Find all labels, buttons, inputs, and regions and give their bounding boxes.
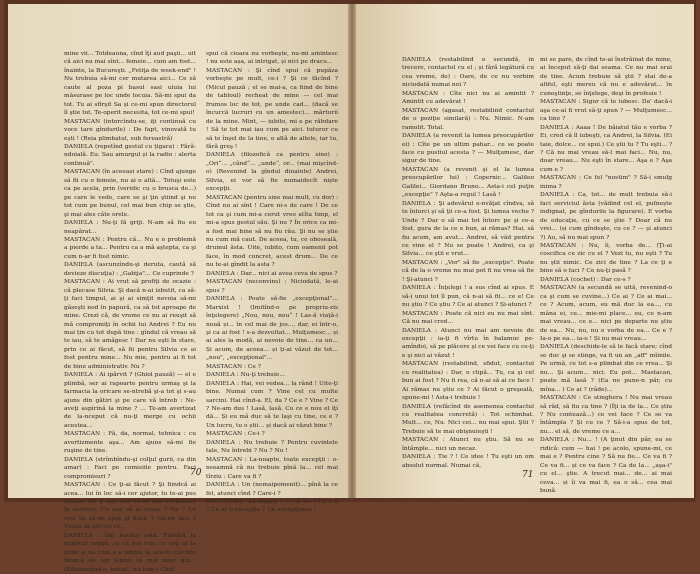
right-page-column-1 — [402, 56, 534, 476]
paragraph: MASTACAN : La-noapte ! Ce ai zis ? Ce o fi ? Că ar fi excepţia ? Un excepţional ! — [206, 499, 338, 514]
paragraph: MASTACAN : Ce stinghera ! Nu mai vreau să râd, să fiu ca tine ? (Îţi ia de la... Ce știu ? Nu contează...) ce vei face ? Ce se va întâmpla ? Și cu ce ? Să-i-a spus de tot, nu... el să, de vreme ce a... — [540, 395, 672, 435]
paragraph: MASTACAN : „Vor" să fie „excepţie". Poate că de la o vreme nu mai pot fi nu vrea să fie ! Şi-atunci ? — [402, 259, 534, 283]
paragraph: DANIELA : Nu-ţi fă griji. N-am să fiu eu neapărat... — [64, 220, 196, 235]
book-spread — [4, 0, 696, 573]
paragraph: DANIELA (strîmbîndu-şi colţul gurii, ca din amar) : Faci pe comisiile pentru. Faci compromisuri ? — [64, 456, 196, 480]
paragraph: DANIELA (a revenit la lumea preocupărilor ei) : Cîte pe un ultim pahar... ce se poate face cu pustiul acesta ? — Mulţumesc, dar sigur de tine. — [402, 133, 534, 165]
right-page-column-2 — [540, 56, 672, 495]
right-page-number: 71 — [522, 470, 534, 480]
paragraph: DANIELA : Nu... ! (A ţinut din păr, ea se ridică: cum — hai ! pe acolo, spune-mi, ce mai e ? Pentru cine ? Să nu fie... Ce va fi ? Ce va fi... și ce va face ? Ca de la... „aşa-i" cu el... ştie. A trecut mai... de... ai mai ceva... și îi va mai fi, ea o să... cea mai bună. — [540, 437, 672, 495]
paragraph: MASTACAN : Fă, da, normal, tehnica : cu avertizmente aşa... Am ajuns să-mi fie ruşine de tine. — [64, 431, 196, 455]
paragraph: DANIELA (restabilind o secundă, in trecere, contactul cu el ; și fără legătură cu cea vreme, de) : Oare, de ce nu vorbim niciodată numai noi ? — [402, 57, 534, 89]
left-page — [8, 4, 348, 573]
paragraph: DANIELA : Ca, tot... de mult trebuia să-i faci serviciul ăsta (vădind cel el, pufnește indignat, pe gîndurile la figurare). E vorba de educaţie, cu ce se ştie ? Doar că nu vrei... (și cum gîndeşte, cu ce ? — și atunci ?) Au, să nu mai spun ? — [540, 192, 672, 241]
paragraph: DANIELA (ascunzîndu-şi deruta, caută să devieze discuţia) : „Gabija"... Ce cuprinde ? — [64, 262, 196, 277]
paragraph: MASTACAN : Pentru că... Nu e o problemă a pierde a ta... Pentru ca a mă aştepta, ca şi cum n-ar fi fost nimic. — [64, 236, 196, 260]
paragraph: MASTACAN (restabilind, sfidut, contactul cu realitatea) : Dar, o clipă... Tu, ca şi cel bun ai fost ? Nu fi rea, că n-ai să ai ce face ! Ai rămas nu ştiu ce ? Ai făcut o greşeală, spune-mi ! Asta-i trebuie ! — [402, 361, 534, 402]
paragraph: MASTACAN : Atunci nu ştiu. Să nu se întâmple... nici un necaz. — [402, 437, 534, 452]
paragraph: MASTACAN (neconvins) : Niciodată, le-ai spus ? — [206, 279, 338, 294]
right-page — [356, 4, 694, 498]
paragraph: DANIELA (filozofică ca pentru sine) : „Ori“... „când“... „unde“, or... (mai mişcînd-o) (Revenind la gîndul dinainte) Andrei, Silvia, ei vor să fie numaidecît niște excepţii. — [206, 152, 338, 193]
paragraph: MASTACAN : Poate că nici eu nu mai sînt. Că nu mai cred... — [402, 310, 534, 326]
paragraph: MASTACAN : Nu, îi, vorba de... (Ţi-ai coscifica ce zic cu el ? Vezi tu, nu eşti ? Tu nu ştii nimic. Ce zici de tine ? La ce ţi e bine să o faci ? Ce nu-ţi pasă ? — [540, 242, 672, 275]
book-gutter — [348, 4, 356, 498]
paragraph: spui că cioara nu vorbeşte, nu-mi amintesc ! nu este așa, ai intrigat, și nici pe dracu... — [206, 51, 338, 66]
paragraph: MASTACAN : Ce fel "nostim" ? Să-i smulg inima ? — [540, 175, 672, 190]
paragraph: DANIELA : Dar... nici ai avea ceva de spus ? — [206, 270, 338, 277]
paragraph: MASTACAN : Ce ? — [206, 363, 261, 370]
paragraph: MASTACAN : Cîte nici nu ai amintit ? Amintit cu adevărat ! — [402, 90, 534, 106]
paragraph: DANIELA (cochet) : Dar ce-s ? — [540, 276, 631, 283]
paragraph: MASTACAN (intorcîndu-se, iţi continuă cu voce tare gîndurile) : De fapt, vinovată tu eşti ! (Reia plimbatul, sub fereastră) — [64, 118, 196, 142]
paragraph: DANIELA : Şi adevărul e-nvăţat cîndva, să te întorci şi să ţii ce-a fost. Şi lumea veche ? Unde ? Dar o să mai tot întorc pe şi ce-a fost, gura de la ce e bun, ai rămas? Hai, să fiu acum, am avut... Andrei, să văd pentru ce vine el ? Nu se poate ! Andrei, ca şi Silvia... ce ştii e vrut... — [402, 200, 534, 258]
paragraph: DANIELA : Înţelegi ! a sus cînd ai spus. E să-i unui tot îl pun, că n-ai să fii... ce e! Ce nu ştiu ? Ce ştiu ? Ce ai atunci ? Și-atunci ? — [402, 285, 534, 309]
paragraph: DANIELA : Nu-ţi trebuie... — [206, 372, 285, 379]
paragraph: mine vii... Totdeauna, cînd îţi aud paşii... uit că aici nu mai sînt... femeie... cum am fost... înainte, la Bucureşti. „Fetiţa de week-end" ! Nu trebuia să-mi cer mutarea aici... Ce să caute al poza pi basul sasi uluia lui măsurase pe loc unde locuia. Să-mi spui da tot. Tu ai sfîrşit Sa şi ce-mi spun directorul îl ştie tot. Te-operit necesita, tot ce-mi spui! — [64, 51, 196, 117]
left-page-column-2 — [206, 50, 338, 514]
paragraph: DANIELA (deschide-le să le facă stare; cînd se duc şi se stinge, va fi un an „aff" mîinile. Pe urmă, ce tot s-a plimbat din ce vrea... Și nu... Şi acum... nici. Eu pot... Mastacan, poate mă lasă ? (Ea ne pune-n păr, cu mîna... ) Ce ai ? (râde)... — [540, 344, 672, 393]
paragraph: DANIELA : Ai ipărvit ? (Ghiol pauză) — el e plimbă, ser ai rapoarte pentru urmaş şi la farmacia la oricare se-ntrebă şi-a tot şi s-au ajuns din gătiri şi pe care vă întreb : Ne-aveţi aspirină la mine ? ... Te-am avertizat de la-nceput că nu-ţi merge cu ochii acestea... — [64, 372, 196, 429]
paragraph: DANIELA : Hai, vei vedea... la rând ! Uite-ţi bine. Numai cum ? Vine cel cu multe sarcini. Hai cînd-a. El, da ? Ce e ? Vine ? Ce ? Ne-am dus ! Lasă, lasă. Cu ce e nou el îţi dă... Și eu mă duc să te laşi cu tine, ce e ? Un lucru, tu o știi... şi dacă ai văzut bine ? — [206, 380, 338, 429]
paragraph: DANIELA : Nu trebuie ? Pentru cuvintele tale, Nu întrebi ? Nu ? Nu ! — [206, 439, 338, 455]
paragraph: MASTACAN (a revenit şi el la lumea preocupărilor lui) : Copernic... Galileo Galilei... Giordano Bruno... Asta-i cel puţin „excepţie" ? Aşta-a regul ! Lasă ! — [402, 166, 534, 199]
paragraph: MASTACAN (a secundă se uită, revenind-o ca şi cum se cuvine...) Ce ai ? Ce ai mai... ce ? Acum, acum, eu mă duc la ea..., cu mâna ei, ce... mie-mi place... eu, ce n-am mai vreau... ce e... nici pe departe nu ştiu de ea... Nu, nu, nu e vorba de ea... Ce e ? Ia-o pe ea... ia-o ! Și nu mai vreau... — [540, 285, 672, 342]
paragraph: DANIELA (repetînd gestul cu țigara) : Fără-ndoială. Eu. Sau amurgul și la radio : alerta continuă". — [64, 143, 196, 167]
paragraph: DANIELA : Atunci nu mai am nevoie de excepţii : ia-ţi fi vîrtu în balamuc pe-amîndoi, să pe plăcere şi ce vei face cu ce-ţi e şi nici ai văzut ! — [402, 327, 534, 359]
paragraph: MASTACAN : Ce ţi-ai făcut ? Şi fiindcă ai acea... lui în loc să-i cer ajutor, tu te-ai pus Ştefan. Nu a mai vrut să-mi mai vorbească în serviciu. Ce mai să ai vreau ? Nu ? Ce vrei tu să-mi spui şi dacă ? Ce-mi faci ? Vreau să ştii tot ce... — [64, 482, 196, 531]
paragraph: DANIELA : Aaaa ! De băiatul tău e vorba ? Ei, cred că îl iubeşti, ca Andrei, la Silvia. (Ei taie, dolce... ce spui.) Ce ştii tu ? Tu eşti... ? ? Că nu mai vreau să-l mai faci... Nu, nu, doar vreau... Nu eşti în stare... Aşa e ? Aşa cum e ? — [540, 124, 672, 173]
paragraph: DANIELA : Poate să-fie „excepţional"... Marxist ! (Imitînd-o pe propriu-zis înţelegere) „Nou, nou, nou“ ! Las-ă viață-i nouă și... în cel mai de jos..., dar, ei într-o, şi ca ai fost ! s-a dezvoltat... Mulţumesc... și ai ales la modă, ai nevoie de tine... ca un... Și acum, de aceea... și ți-ai văzut de tot... „nou", „excepţional"... — [206, 296, 338, 362]
paragraph: MASTACAN (pentru sine mai mult, cu dor) : Cînd nu ai sînt ! Care ni-s de care ! De ce tot ca şi cum mi-a cerut vreo atîta timp, el mi-a spus gestul său. Şi nu ? În orice ca mi-a fost mai bine să nu fiu rău. Şi nu se ştie nu cum mă caut. De aceea, tu, ce oboseală, drumul ăsta. Uite, iubito, cum oamenii pot face, în mod concret, acest drum... De ce nu te-ai gîndit la asta ? — [206, 194, 338, 269]
paragraph: MASTACAN : Sigur că te iubesc. Da' dacă-i aşa ce-ai fi vrut să-ţi spun ? — Mulţumesc... ca tine ? — [540, 99, 672, 123]
paragraph: DANIELA (refăcînd de asemenea contactul cu realitatea concretă) : Tot schimbat. Mult... ce, Nu. Nici cei... nu mai spui. Ştii ? Trebuie să te mai obişnuieşti ! — [402, 403, 534, 435]
paragraph: MASTACAN : Ce-i ? — [206, 431, 265, 438]
paragraph: MASTACAN : Şi cînd spui că pupăza vorbeşte pe mult, ce-i ? Şi ce făcînd ? (Micul pauză ; el se mai-a, ca fiind de bine de tabloul) recheat de mine — cel mai frumos loc de tot, pe unde cad... (dacă se încurcă lucruri cu un amestec)... mărturii de la mine. Mint, — iubito, mi e pe răbdare ! Să te tot mai iau cum pe aici. tuturor cu să te înşel de la tine, o altă de altele, iar tu, fără greş ! — [206, 67, 338, 150]
paragraph: DANIELA : Îmi bocăni asta. Fiindcă la mijlocul nopţii, ca să mă culc cu toţi ai la mine şi nu cum e a umbla la aceste cuvinte fiindcă eu am luptat să mai mişc gât... (Răspunzînd-o, totuşi : nu tom.) Cînd — [64, 532, 196, 573]
paragraph: MASTACAN : La-noapte, toate excepţii : o-nseamnă că nu trebuie pînă la... cel mai tîrziu : Care va fi ? — [206, 456, 338, 480]
left-page-number: 70 — [190, 468, 202, 478]
paragraph: DANIELA : Un (nemaipomenit)... pînă la ce fel, atunci cînd ? Care-i ? — [206, 482, 338, 497]
paragraph: MASTACAN : Ai vrut să profiţi de ocazie : că plecase Silvia. Şi dacă n-ai izbutit, ca să-ţi faci timpul, ai şi ai simţit nevoia să-mi găseşti nod în papură, ca să tot aproape de mine. Crezi că, de vreme ce nu ai reuşit să mă compromiţi în ochii lui Andrei ? Eu nu mai țin cu tot după tine : gîndul că vreau să te iau, să te amăgesc ! Dar nu eşti în stare, prin ce ai făcut, să fii pentru Silvia ce ai fost pentru mine... Nu mie, pentru ai fi tot de bine administrativ. Nu ? — [64, 279, 196, 370]
paragraph: MASTACAN (agasat, restabilind contactul de o poziţie similară) : Nu. Nimic. N-am ramolit. Total. — [402, 107, 534, 131]
paragraph: DANIELA : Tie ? ! Ce idee ! Tu eşti un om absolut normal. Numai că, — [402, 454, 534, 469]
paragraph: mi se pare, de cînd te-ai înstrăinat de mine, ai început să-ţi dai seama. Ce nu mai erai de tine. Acum trebuie să ştii ? stai de-a altfel, eşti mereu că nu e adevărat... în cunoştinţe, se înţelege, deşi în profesie ! — [540, 57, 672, 97]
paragraph: MASTACAN (în aceeași stare) : Cînd ajunge să fii cu o femeie, nu ai o altă... Totuşi este ca pe acela, prin (veridic cu o brusca de...) pe care le vede, care se şi ţin ştiind şi nu tot cum pe bunul, cel mai bun chip se ştie, şi mai ales câte orele. — [64, 169, 196, 218]
